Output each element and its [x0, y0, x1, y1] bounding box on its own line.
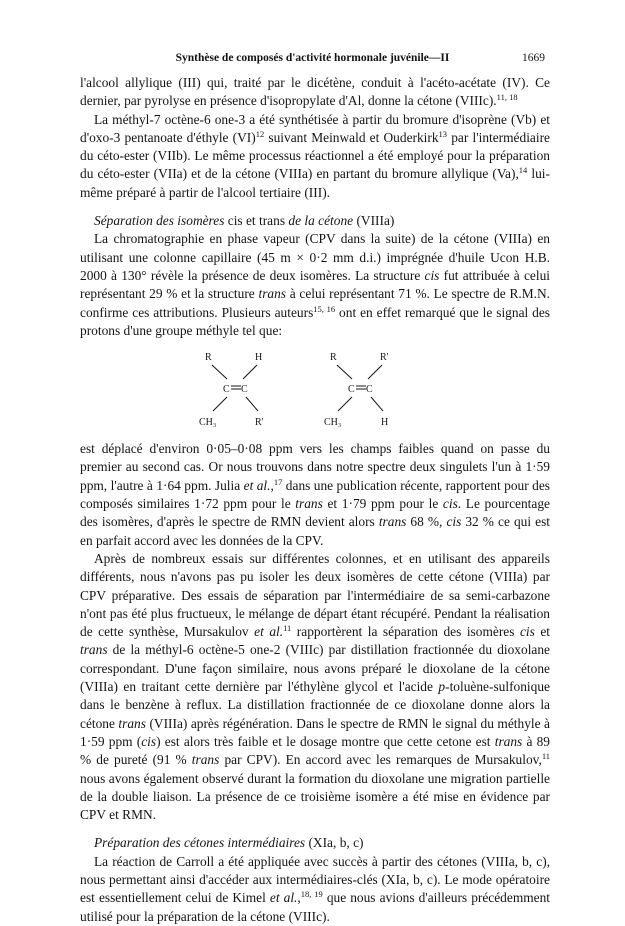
substituent-top-left: R [205, 352, 212, 364]
article-body [80, 74, 550, 926]
paragraph-4: est déplacé d'environ 0·05–0·08 ppm vers les champs faibles quand on passe du premier au second cas. Or nous trouvons dans notre spectre deux singulets l'un à 1·59 ppm, l'autre à 1·64 ppm. Julia et al.,$^{17}$ dans une publication récente, rapportent pour des composés similaires 1·72 ppm pour le trans et 1·79 ppm pour le cis. Le pourcentage des isomères, d'après le spectre de RMN devient alors trans 68 %, cis 32 % ce qui est en parfait accord avec les données de la CPV. [80, 441, 551, 548]
substituent-bottom-right: R' [255, 417, 264, 429]
bond [213, 397, 227, 411]
paragraph-5: Après de nombreux essais sur différentes colonnes, et en utilisant des appareils différents, nous n'avons pas pu isoler les deux isomères de cette cétone (VIIIa) par CPV préparative. Des essais de séparation par l'intermédiaire de sa semi-carbazone n'ont pas été plus fructueux, le mélange de départ étant récupéré. Pendant la réalisation de cette synthèse, Mursakulov et al.$^{11}$ rapportèrent la séparation des isomères cis et trans de la méthyl-6 octène-5 one-2 (VIIIc) par distillation fractionnée du dioxolane correspondant. D'une façon similaire, nous avons préparé le dioxolane de la cétone (VIIIa) en traitant cette dernière par l'éthylène glycol et l'acide p-toluène-sulfonique dans le benzène à reflux. La distillation fractionnée de ce dioxolane donne alors la cétone trans (VIIIa) après régénération. Dans le spectre de RMN le signal du méthyle à 1·59 ppm (cis) est alors très faible et le dosage montre que cette cetone est trans à 89 % de pureté (91 % trans par CPV). En accord avec les remarques de Mursakulov,$^{11}$ nous avons également observé durant la formation du dioxolane une migration partielle de la double liaison. La présence de ce troisième isomère a été mise en évidence par CPV et RMN. [80, 550, 551, 823]
section-heading-intermediate-ketones: Préparation des cétones intermédiaires (XIa, b, c) [94, 835, 364, 851]
carbon-right: C [241, 384, 248, 396]
carbon-right: C [366, 384, 373, 396]
bond [368, 365, 382, 379]
substituent-top-left: R [330, 352, 337, 364]
substituent-bottom-left: CH₃ [324, 417, 342, 429]
structure-left [199, 352, 264, 428]
reference: 17 [273, 476, 283, 487]
reference: 15, 16 [313, 303, 336, 314]
reference: 13 [438, 128, 448, 139]
paragraph-2: La méthyl-7 octène-6 one-3 a été synthétisée à partir du bromure d'isoprène (Vb) et d'oxo-3 pentanoate d'éthyle (VI)$^{12}$ suivant Meinwald et Ouderkirk$^{13}$ par l'intermédiaire du céto-ester (VIIb). Le même processus réactionnel a été employé pour la préparation du céto-ester (VIIa) et de la cétone (VIIIa) en partant du bromure allylique (Va),$^{14}$ lui-même préparé à partir de l'alcool tertiaire (III). [80, 111, 550, 200]
substituent-bottom-right: H [381, 417, 389, 429]
alkene-structure-diagram [199, 346, 439, 436]
paragraph-1: l'alcool allylique (III) qui, traité par le dicétène, conduit à l'acéto-acétate (IV). Ce dernier, par pyrolyse en présence d'isopropylate d'Al, donne la cétone (VIIIc).$^{11, 18}$ [80, 75, 550, 109]
paragraph-3: La chromatographie en phase vapeur (CPV dans la suite) de la cétone (VIIIa) en utilisant une colonne capillaire (45 m × 0·2 mm d.i.) imprégnée d'huile Ucon H.B. 2000 à 130° révèle la présence de deux isomères. La structure cis fut attribuée à celui représentant 29 % et la structure trans à celui représentant 71 %. Le spectre de R.M.N. confirme ces attributions. Plusieurs auteurs$^{15, 16}$ ont en effet remarqué que le signal des protons d'une groupe méthyle tel que: [80, 231, 551, 338]
bond [243, 365, 257, 379]
paragraph-6: La réaction de Carroll a été appliquée avec succès à partir des cétones (VIIIa, b, c), nous permettant ainsi d'accéder aux intermédiaires-clés (XIa, b, c). Le mode opératoire est essentiellement celui de Kimel et al.,$^{18, 19}$ que nous avions d'ailleurs précédemment utilisé pour la préparation de la cétone (VIIIc). [80, 853, 551, 924]
section-heading-isomer-separation: Séparation des isomères cis et trans de la cétone (VIIIa) [94, 213, 395, 229]
bond [337, 365, 352, 379]
substituent-bottom-left: CH₃ [199, 417, 217, 429]
running-title: Synthèse de composés d'activité hormonale juvénile—II [175, 52, 450, 64]
page-number: 1669 [522, 52, 545, 64]
structure-right [324, 352, 389, 428]
carbon-left: C [223, 384, 230, 396]
bond [338, 397, 352, 411]
reference: 11 [541, 751, 550, 762]
page-header [80, 52, 545, 70]
bond [246, 397, 258, 411]
chemical-structures [80, 346, 550, 436]
substituent-top-right: H [255, 352, 263, 364]
bond [371, 397, 383, 411]
reference: 11, 18 [496, 92, 518, 103]
substituent-top-right: R' [380, 352, 389, 364]
bond [212, 365, 227, 379]
reference: 14 [518, 165, 528, 176]
reference: 11 [283, 623, 292, 634]
reference: 12 [255, 128, 265, 139]
reference: 18, 19 [300, 889, 323, 900]
carbon-left: C [348, 384, 355, 396]
